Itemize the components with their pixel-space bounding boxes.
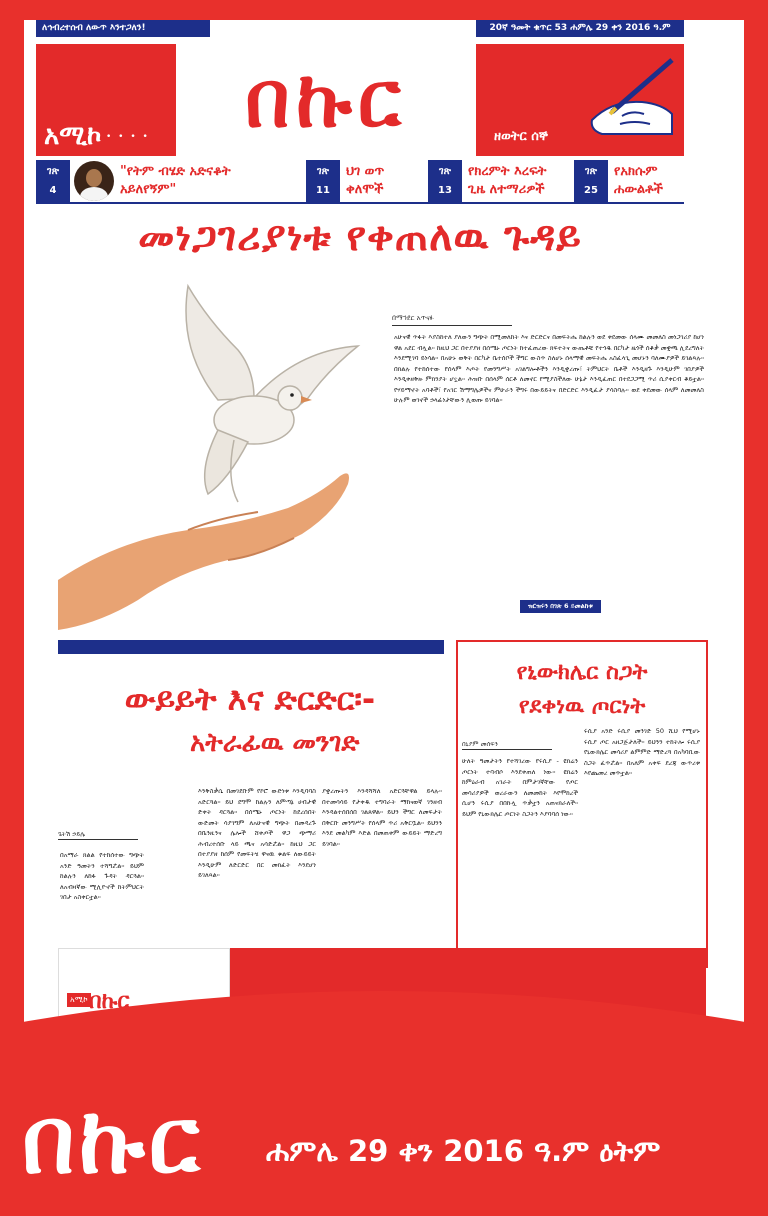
- teaser-item[interactable]: [574, 160, 684, 202]
- masthead-weekly-block: [476, 44, 684, 156]
- nuclear-title-line-2: የደቀነዉ ጦርነት: [518, 694, 646, 719]
- footer-banner: [0, 1026, 768, 1216]
- masthead-amiko-block: [36, 44, 176, 156]
- teaser-page-badge: [306, 160, 340, 202]
- teaser-item[interactable]: [306, 160, 424, 202]
- teaser-page-badge: [574, 160, 608, 202]
- issue-date-strip: 20ኛ ዓመት ቁጥር 53 ሐምሌ 29 ቀን 2016 ዓ.ም: [476, 20, 684, 37]
- nuclear-column-1: ሁለት ዓመታትን የተሻገረው የሩሲያ - ዩክሬን ጦርነት ተባብሶ እንደቀጠለ ነው። ዩክሬን ከምዕራብ አገራት በምታገኛቸው የጦር መሳሪያዎች ወረራውን ለመመከት እየሞከረች ሲሆን ሩሲያ በበኩሏ ጥቃቷን አጠናክራለች። ይህም የኒውክሌር ጦርነት ስጋትን እያባባሰ ነው።: [462, 757, 578, 818]
- masthead-title: በኩር: [245, 55, 407, 145]
- teaser-title: "የትም ብሄድ አድናቆት አይለየኝም": [120, 164, 231, 197]
- page-number: 4: [49, 185, 57, 196]
- article2-byline: ጌትሽ ኃይሌ: [58, 830, 138, 840]
- nuclear-article-byline: በኒያም መሰፍን: [462, 740, 552, 750]
- article2-column-2: እንቅስቃሴ በመገደቡም የኮሮ ውድነቱ እንዲባባስ አድርጓል። ይህ ደግሞ ከልሉን ለምጣኔ ሀብታዊ ድቀት ዳርጓል። በሰሜኑ ጦርነት ከደረሰበት ውድመት ሳያገግም ለአሁናዊ ግጭት በመዳረጉ በቤንዚንና ሌሎች ሸቀጦች ዋጋ ጭማሪ ሕብረተሰቡ ላይ ጫና አሳድሯል። ከዚህ ጋር በተያያዘ ከሰም የመፍትሄ ዋናዉ ቁልፍ ለውይይት እንዲሁም ለድርድር በር መክፈት እንደሆነ ይገለጻል።: [198, 787, 316, 879]
- page-label: ገጽ: [47, 166, 59, 177]
- main-article-continued[interactable]: ዝርዝሩን በገጽ 6 ይመልከቱ: [520, 600, 601, 613]
- teaser-item[interactable]: [36, 160, 236, 202]
- page-number: 13: [438, 185, 452, 196]
- teaser-title: የአክሱም ሐውልቶች: [614, 164, 663, 197]
- ad-mini-title: በኩር: [89, 989, 130, 1014]
- main-article-body: አሁናዊ ጥፋት እያስከተለ ያለውን ግጭት በሚመለከት እና ድርድርና በመፍትሔ ከልሉን ወደ ቀደመው ሰላሙ መመለስ መነጋገሪያ ከሆነ ዋል አደር ብሏል። ከዚህ ጋር በተያያዘ በሰሜኑ ጦርነት ከተፈጠረው ክፍተትና ውጤቶቹ የተጎዱ በርካታ ዜጎች ሰቆቃ መቋጫ ሊደረግለት እንደሚገባ ይነሳል። በአሁኑ ወቅት በርካታ ቤተሰቦች ችግር ውስጥ ስለሆኑ ሰላማዊ መፍትሔ አስፈላጊ መሆኑን ባለሙያዎች ይገልጻሉ። በክልሉ የተከሰተው የሰላም እጦት የመንግሥት አገልግሎቶችን እንዲቋረጡ፣ ትምህርት ቤቶች እንዲዘጉ እንዲሁም ገበያዎች እንዲቀዘቅዙ ምክንያት ሆኗል። ሕዝቡ በሰላም ሰርቶ ለመኖር የሚያስችለው ሁኔታ እንዲፈጠር በተደጋጋሚ ጥሪ ሲያቀርብ ቆይቷል። የሃይማኖት አባቶች፣ የአገር ሽማግሌዎችና ምሁራን ችግሩ በውይይትና በድርድር እንዲፈታ ያሳስባሉ። ወደ ቀደመው ሰላም ለመመለስ ሁሉም ወገኖች ኃላፊነታቸውን ሊወጡ ይገባል።: [394, 333, 704, 404]
- page-label: ገጽ: [585, 166, 597, 177]
- page-number: 25: [584, 185, 598, 196]
- page-label: ገጽ: [317, 166, 329, 177]
- teaser-title: የክረምት እረፍት ጊዜ ለተማሪዎች: [468, 164, 547, 197]
- footer-issue-date: ሐምሌ 29 ቀን 2016 ዓ.ም ዕትም: [266, 1134, 661, 1168]
- footer-logo: በኩር: [22, 1087, 204, 1194]
- pen-hand-icon: [572, 50, 684, 140]
- teaser-page-badge: [36, 160, 70, 202]
- page-label: ገጽ: [439, 166, 451, 177]
- ad-mini-amiko: አሚኮ: [67, 993, 91, 1007]
- masthead-dots: • • • •: [106, 132, 150, 142]
- dove-illustration: [58, 280, 368, 640]
- nuclear-article-title[interactable]: [458, 656, 706, 724]
- nuclear-title-line-1: የኒውክሌር ስጋት: [516, 660, 648, 685]
- main-article-byline: በማኅደር አጥናፉ: [392, 314, 512, 326]
- section-divider: [58, 640, 444, 654]
- amiko-logo-text: አሚኮ: [44, 121, 102, 151]
- top-slogan-strip: ለኅብረተሰብ ለውጥ እንተጋለን!: [36, 20, 210, 37]
- teaser-item[interactable]: [428, 160, 570, 202]
- main-headline[interactable]: መነጋገሪያነቱ የቀጠለዉ ጉዳይ: [138, 214, 582, 260]
- teaser-bar: [36, 160, 684, 204]
- article2-subtitle[interactable]: አትራፊዉ መንገድ: [190, 728, 360, 758]
- article2-column-1: በአማራ ክልል የተከሰተው ግጭት አንድ ዓመትን ተሻግሯል። ይህም ከልሉን ለከፋ ጉዳት ዳርጓል። ለአብዛኛው ሚሊዮኖች ከትምህርት ገበታ አስቀርቷል።: [60, 851, 144, 901]
- nuclear-column-2: ሩሲያ አንድ ሩሲያ መንገድ 50 ሺህ የሚሆኑ ሩሲያ ጦር አዘጋጅታለች። ይህንን ተከትሎ ሩሲያ የኒውክሌር መሳሪያ ልምምድ ማድረጓ በአካባቢው ስጋት ፈጥሯል። በአለም አቀፍ ደረጃ ውጥረቱ እየጨመረ መጥቷል።: [584, 727, 700, 777]
- teaser-page-badge: [428, 160, 462, 202]
- weekly-tagline: ዘወትር ሰኞ: [494, 129, 548, 144]
- page-number: 11: [316, 185, 330, 196]
- article2-title[interactable]: ውይይት እና ድርድር፡-: [124, 680, 376, 718]
- article2-column-3: ያቋረጡትን እንዳሻሻለ አድርጓቸዋል ይላሉ። በተመሳሳይ የታቀዱ ተግባራት ማከናወኛ ገንዘብ እንዳልተሰበሰበ ገልጸዋል። ይህን ችግር ለመፍታት በቅርቡ መንግሥት የሰላም ጥሪ አቅርቧል። ይህንን እንደ መልካም እድል በመጠቀም ውይይት ማድረግ ይገባል።: [322, 787, 442, 848]
- teaser-title: ህገ ወጥ ቀለሞች: [346, 164, 385, 197]
- avatar: [74, 161, 114, 201]
